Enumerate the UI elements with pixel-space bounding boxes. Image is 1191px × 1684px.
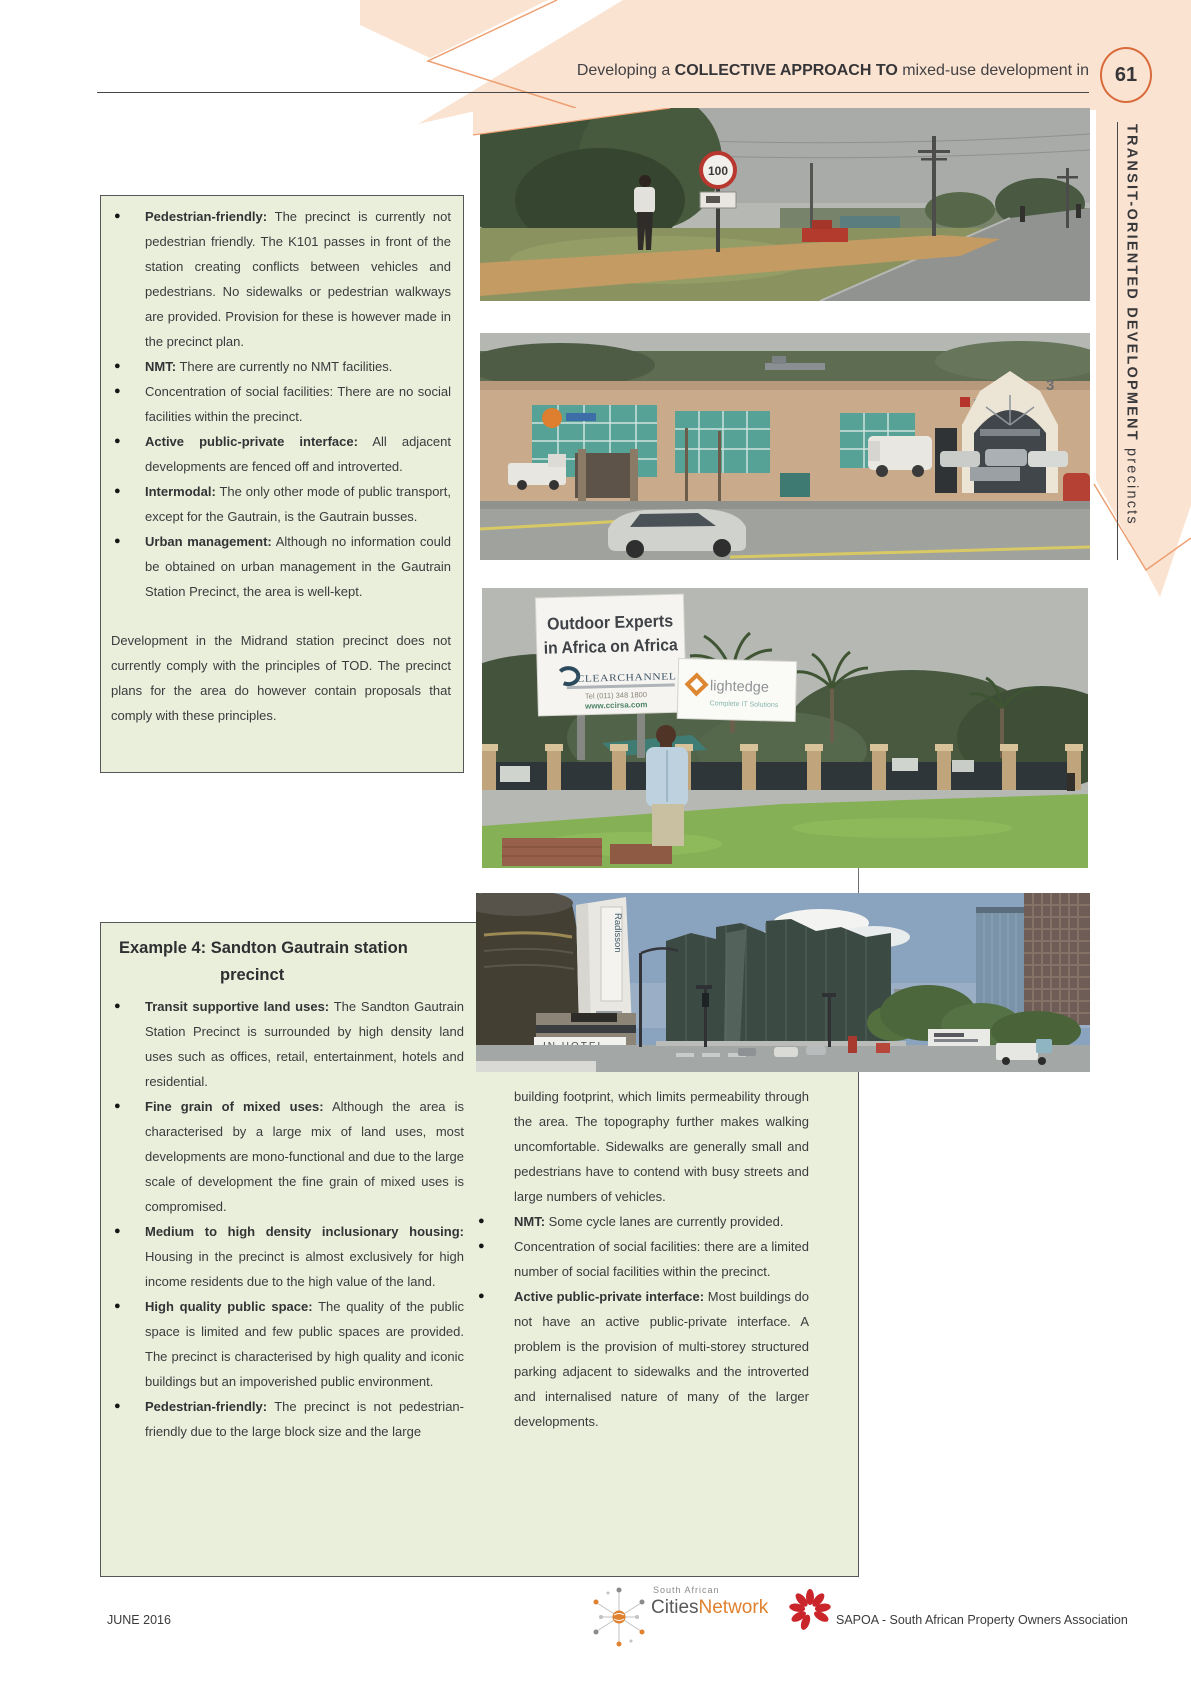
billboard-tel: Tel (011) 348 1800 bbox=[584, 690, 648, 701]
cities-network-logo-icon bbox=[588, 1581, 650, 1653]
list-item: ● Pedestrian-friendly: The precinct is currently not pedestrian friendly. The K101 passes in front of the station creating conflicts between vehicles and pedestrians. No sidewalks or pedestrian walkways are provided. Provision for these is however made in the precinct plan. bbox=[110, 204, 451, 354]
list-item: ● NMT: There are currently no NMT facilities. bbox=[110, 354, 451, 379]
bullet-icon: ● bbox=[114, 1400, 121, 1412]
bullet-icon: ● bbox=[114, 1000, 121, 1012]
list-item: ● Urban management: Although no information could be obtained on urban management in the Gautrain Station Precinct, the area is well-kept. bbox=[110, 529, 451, 604]
bullet-list bbox=[468, 1209, 809, 1434]
bullet-icon: ● bbox=[114, 435, 121, 447]
header-emphasis: COLLECTIVE APPROACH TO bbox=[674, 62, 898, 79]
speed-limit-sign: 100 bbox=[707, 164, 729, 178]
bullet-icon: ● bbox=[114, 535, 121, 547]
corner-wedge-decoration bbox=[473, 108, 673, 142]
midrand-findings-box bbox=[100, 195, 464, 773]
cities-network-wordmark: CitiesNetwork bbox=[651, 1597, 769, 1618]
bullet-icon: ● bbox=[114, 210, 121, 222]
page-number: 61 bbox=[1114, 63, 1138, 86]
billboard-line2: in Africa on Africa bbox=[543, 634, 690, 658]
photo-sandton-street bbox=[476, 893, 1090, 1072]
header-prefix: Developing a bbox=[576, 62, 675, 79]
bullet-icon: ● bbox=[114, 485, 121, 497]
list-item: ● Concentration of social facilities: there are a limited number of social facilities within the precinct. bbox=[468, 1234, 809, 1284]
lightedge-sign bbox=[677, 658, 797, 721]
bullet-icon: ● bbox=[114, 1100, 121, 1112]
bullet-icon: ● bbox=[478, 1290, 485, 1302]
cities-network-small-label: South African bbox=[653, 1585, 720, 1595]
photo-divider-line bbox=[858, 868, 859, 894]
list-item: ● Active public-private interface: Most buildings do not have an active public-private interface. A problem is the provision of multi-storey structured parking adjacent to sidewalks and the introverted and internalised nature of many of the larger developments. bbox=[468, 1284, 809, 1434]
sapoa-footer-text: SAPOA - South African Property Owners Association bbox=[836, 1613, 1128, 1627]
example4-left-column bbox=[110, 929, 464, 1444]
sidebar-rule bbox=[1117, 122, 1118, 560]
billboard-url: www.ccirsa.com bbox=[584, 700, 648, 711]
page-header bbox=[577, 62, 1089, 80]
footer-date: JUNE 2016 bbox=[107, 1613, 171, 1627]
example4-right-column bbox=[468, 1084, 809, 1434]
example-title: Example 4: Sandton Gautrain station precinct bbox=[119, 939, 408, 984]
list-item: ● NMT: Some cycle lanes are currently provided. bbox=[468, 1209, 809, 1234]
header-suffix: mixed-use development in bbox=[897, 62, 1089, 79]
list-item: ● Concentration of social facilities: There are no social facilities within the precinct. bbox=[110, 379, 451, 429]
hotel-tower-sign: Radisson bbox=[612, 913, 623, 953]
closing-paragraph: Development in the Midrand station precinct does not currently comply with the principles of TOD. The precinct plans for the area do however contain proposals that comply with these principles. bbox=[111, 633, 451, 723]
billboard-sign bbox=[535, 594, 690, 716]
list-item: ● Active public-private interface: All adjacent developments are fenced off and introverted. bbox=[110, 429, 451, 479]
bullet-icon: ● bbox=[114, 1300, 121, 1312]
sapoa-logo-icon bbox=[789, 1589, 831, 1631]
lightedge-tagline: Complete IT Solutions bbox=[709, 700, 779, 710]
list-item: ● Intermodal: The only other mode of public transport, except for the Gautrain, is the Gautrain busses. bbox=[110, 479, 451, 529]
bullet-list bbox=[110, 204, 451, 604]
bullet-icon: ● bbox=[478, 1240, 485, 1252]
list-item: ● Pedestrian-friendly: The precinct is not pedestrian-friendly due to the large block size and the large bbox=[110, 1394, 464, 1444]
bullet-list bbox=[110, 994, 464, 1444]
billboard-brand: CLEARCHANNEL bbox=[576, 671, 664, 685]
photo-midrand-station bbox=[480, 333, 1090, 560]
list-item: ● Medium to high density inclusionary housing: Housing in the precinct is almost exclusively for high income residents due to the high value of the land. bbox=[110, 1219, 464, 1294]
station-gable-number: 3 bbox=[1046, 377, 1055, 394]
page-number-badge bbox=[1100, 47, 1152, 103]
continuation-paragraph: building footprint, which limits permeability through the area. The topography further makes walking uncomfortable. Sidewalks are generally small and pedestrians have to contend with busy streets and large numbers of vehicles. bbox=[514, 1089, 809, 1204]
list-item: ● Transit supportive land uses: The Sandton Gautrain Station Precinct is surrounded by high density land uses such as offices, retail, entertainment, hotels and residential. bbox=[110, 994, 464, 1094]
bullet-icon: ● bbox=[114, 1225, 121, 1237]
billboard-line1: Outdoor Experts bbox=[546, 611, 682, 634]
bullet-icon: ● bbox=[114, 385, 121, 397]
list-item: ● High quality public space: The quality of the public space is limited and few public spaces are provided. The precinct is characterised by high quality and iconic buildings but an impoverished public environment. bbox=[110, 1294, 464, 1394]
bullet-icon: ● bbox=[114, 360, 121, 372]
list-item: ● Fine grain of mixed uses: Although the area is characterised by a large mix of land uses, most developments are mono-functional and due to the large scale of development the fine grain of mixed uses is compromised. bbox=[110, 1094, 464, 1219]
bullet-icon: ● bbox=[478, 1215, 485, 1227]
header-rule bbox=[97, 92, 1089, 93]
sidebar-section-title: TRANSIT-ORIENTED DEVELOPMENT precincts bbox=[1123, 124, 1140, 526]
photo-billboard bbox=[482, 588, 1088, 868]
lightedge-brand: lightedge bbox=[709, 678, 770, 696]
